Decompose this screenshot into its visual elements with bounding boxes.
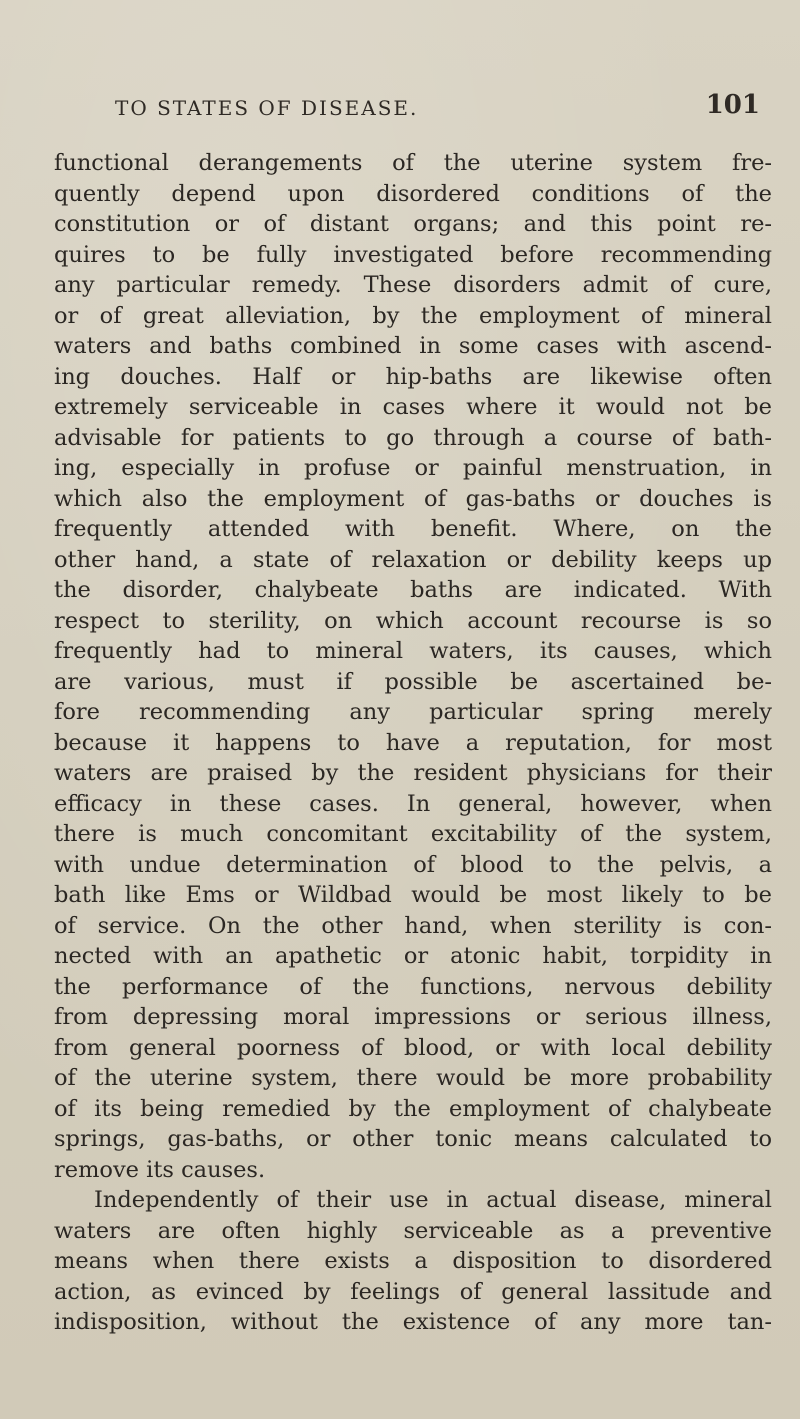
text-line: with undue determination of blood to the pelvis, a (54, 851, 772, 878)
text-line: ing douches. Half or hip-baths are likewise often (54, 363, 772, 390)
text-line: other hand, a state of relaxation or debility keeps up (54, 546, 772, 573)
text-line: springs, gas-baths, or other tonic means calculated to (54, 1126, 772, 1152)
text-line: the performance of the functions, nervous debility (54, 973, 772, 1000)
text-line: of its being remedied by the employment of chalybeate (54, 1095, 772, 1122)
text-line: there is much concomitant excitability of the system, (54, 821, 772, 847)
text-line: Independently of their use in actual disease, mineral (94, 1187, 772, 1213)
text-line: waters and baths combined in some cases with ascend- (54, 333, 772, 359)
text-line: frequently attended with benefit. Where, on the (54, 516, 772, 542)
text-line: functional derangements of the uterine system fre- (54, 150, 772, 176)
text-line: bath like Ems or Wildbad would be most likely to be (54, 882, 772, 908)
text-line: respect to sterility, on which account recourse is so (54, 607, 772, 634)
text-line: extremely serviceable in cases where it would not be (54, 394, 772, 420)
page-header (110, 90, 760, 130)
text-line: from depressing moral impressions or serious illness, (54, 1004, 772, 1030)
text-line: because it happens to have a reputation, for most (54, 729, 772, 756)
text-line: constitution or of distant organs; and this point re- (54, 211, 772, 237)
text-line: quently depend upon disordered conditions of the (54, 180, 772, 207)
text-line: the disorder, chalybeate baths are indicated. With (54, 577, 772, 603)
text-line: quires to be fully investigated before recommending (54, 241, 772, 268)
body-text (54, 148, 772, 1338)
text-line: frequently had to mineral waters, its causes, which (54, 638, 772, 664)
text-line: of the uterine system, there would be more probability (54, 1065, 772, 1091)
text-line: of service. On the other hand, when sterility is con- (54, 912, 772, 939)
text-line: any particular remedy. These disorders admit of cure, (54, 272, 772, 298)
text-line: from general poorness of blood, or with local debility (54, 1034, 772, 1061)
text-line: ing, especially in profuse or painful menstruation, in (54, 455, 772, 481)
text-line: fore recommending any particular spring merely (54, 699, 772, 725)
text-line: or of great alleviation, by the employment of mineral (54, 302, 772, 329)
text-line: are various, must if possible be ascertained be- (54, 668, 772, 695)
text-line: advisable for patients to go through a course of bath- (54, 424, 772, 451)
text-line: waters are praised by the resident physicians for their (54, 760, 772, 786)
running-head: TO STATES OF DISEASE. (115, 96, 419, 120)
text-line: means when there exists a disposition to disordered (54, 1248, 772, 1274)
text-line: which also the employment of gas-baths or douches is (54, 485, 772, 512)
text-line: indisposition, without the existence of any more tan- (54, 1309, 772, 1335)
text-line: action, as evinced by feelings of general lassitude and (54, 1278, 772, 1305)
text-line: nected with an apathetic or atonic habit, torpidity in (54, 943, 772, 969)
text-line: waters are often highly serviceable as a preventive (54, 1217, 772, 1244)
text-line: remove its causes. (54, 1156, 266, 1183)
page-number: 101 (705, 90, 760, 120)
text-line: efficacy in these cases. In general, however, when (54, 790, 772, 817)
